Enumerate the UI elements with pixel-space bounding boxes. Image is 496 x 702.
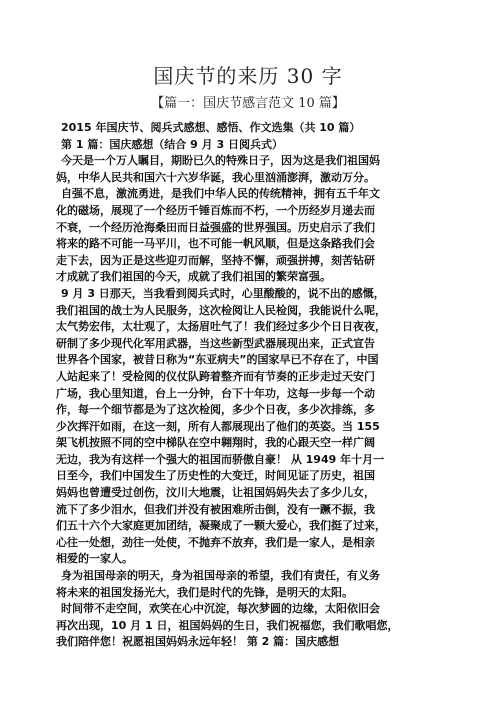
- paragraph-line: 少次挥汗如雨，在这一刻，所有人都展现出了他们的英姿。当 155: [56, 419, 380, 433]
- page-subtitle: 【篇一：国庆节感言范文 10 篇】: [151, 96, 345, 111]
- paragraph-line: 自强不息，激流勇进，是我们中华人民的传统精神，拥有五千年文: [61, 187, 380, 201]
- paragraph-line: 9 月 3 日那天，当我看到阅兵式时，心里酸酸的，说不出的感慨，: [61, 286, 385, 300]
- paragraph-line: 今天是一个万人瞩目，期盼已久的特殊日子，因为这是我们祖国妈: [61, 154, 380, 168]
- paragraph-line: 研制了多少现代化军用武器，当这些新型武器展现出来，正式宣告: [56, 336, 375, 350]
- paragraph-line: 再次出现，10 月 1 日，祖国妈妈的生日，我们祝福您，我们歌唱您，: [56, 618, 399, 632]
- paragraph-line: 不衰，一个经历沧海桑田而日益强盛的世界强国。历史启示了我们: [56, 220, 375, 234]
- paragraph-line: 才成就了我们祖国的今天，成就了我们祖国的繁荣富强。: [56, 270, 331, 284]
- paragraph-line: 心往一处想，劲往一处使，不抛弃不放弃，我们是一家人，是相亲: [56, 535, 375, 549]
- paragraph-line: 我们陪伴您！祝愿祖国妈妈永远年轻！ 第 2 篇：国庆感想: [56, 635, 340, 649]
- paragraph-line: 将来的路不可能一马平川，也不可能一帆风顺，但是这条路我们会: [56, 237, 375, 251]
- paragraph-line: 人站起来了！受检阅的仪仗队跨着整齐而有节奏的正步走过天安门: [56, 369, 375, 383]
- paragraph-line: 我们祖国的战士为人民服务，这次检阅让人民检阅，我能说什么呢，: [56, 303, 386, 317]
- paragraph-line: 妈，中华人民共和国六十六岁华诞，我心里汹涌澎湃，激动万分。: [56, 170, 375, 184]
- paragraph-line: 世界各个国家，被昔日称为“东亚病夫”的国家早已不存在了，中国: [56, 353, 379, 367]
- paragraph-line: 架飞机按照不同的空中梯队在空中翱翔时，我的心跟天空一样广阔: [56, 436, 375, 450]
- paragraph-line: 们五十六个大家庭更加团结，凝聚成了一颗大爱心，我们挺了过来，: [56, 519, 386, 533]
- paragraph-line: 身为祖国母亲的明天，身为祖国母亲的希望，我们有责任，有义务: [61, 569, 380, 583]
- section-heading: 2015 年国庆节、阅兵式感想、感悟、作文选集（共 10 篇）: [61, 121, 361, 134]
- article-heading: 第 1 篇：国庆感想（结合 9 月 3 日阅兵式）: [61, 137, 283, 151]
- paragraph-line: 妈妈也曾遭受过创伤，汶川大地震，让祖国妈妈失去了多少儿女，: [56, 486, 375, 500]
- paragraph-line: 时间带不走空间，欢笑在心中沉淀，每次梦圆的边缘，太阳依旧会: [61, 602, 380, 616]
- paragraph-line: 广场，我心里知道，台上一分钟，台下十年功，这每一步每一个动: [56, 386, 375, 400]
- paragraph-line: 日至今，我们中国发生了历史性的大变迁，时间见证了历史，祖国: [56, 469, 375, 483]
- paragraph-line: 将未来的祖国发扬光大，我们是时代的先锋，是明天的太阳。: [56, 585, 353, 599]
- paragraph-line: 走下去，因为正是这些迎刃而解，坚持不懈，顽强拼搏，刻苦钻研: [56, 253, 375, 267]
- paragraph-line: 流下了多少泪水，但我们并没有被困难所击倒，没有一蹶不振，我: [56, 502, 375, 516]
- document-body: [56, 120, 438, 651]
- paragraph-line: 无边，我为有这样一个强大的祖国而骄傲自豪！ 从 1949 年十月一: [56, 452, 385, 466]
- paragraph-line: 化的磁场，展现了一个经历千锤百炼而不朽，一个历经岁月递去而: [56, 203, 375, 217]
- paragraph-line: 相爱的一家人。: [56, 552, 133, 566]
- page-title: 国庆节的来历 30 字: [153, 64, 343, 88]
- paragraph-line: 作，每一个细节都是为了这次检阅，多少个日夜，多少次排练，多: [56, 403, 375, 417]
- paragraph-line: 太气势宏伟，太壮观了，太扬眉吐气了！我们经过多少个日日夜夜，: [56, 320, 386, 334]
